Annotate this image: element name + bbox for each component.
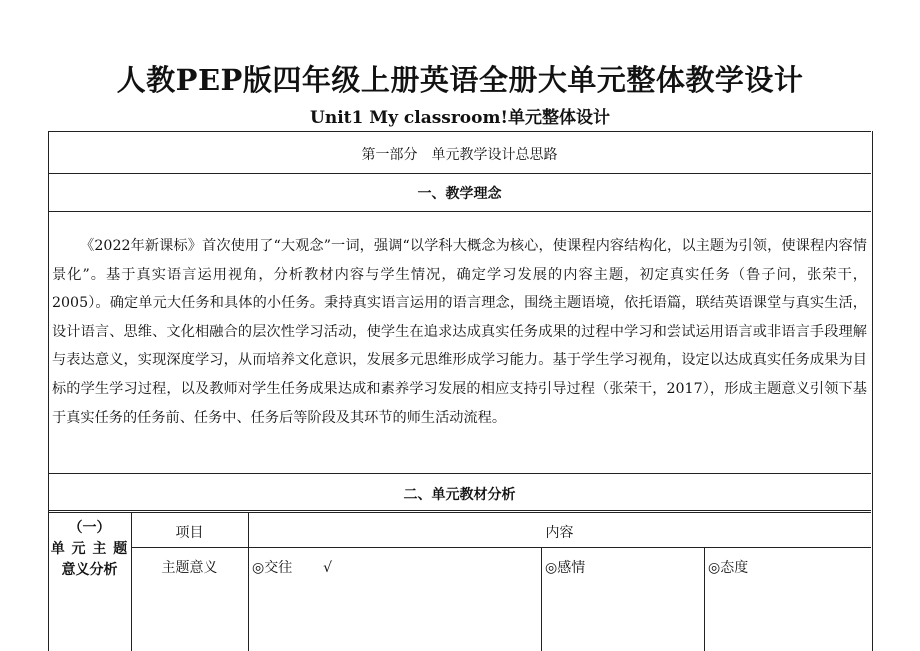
part-one-heading: 第一部分 单元教学设计总思路 [361, 147, 558, 163]
option-label: ◎态度 [708, 560, 749, 576]
side-label-line: 单 元 主 题 [50, 541, 129, 557]
theme-analysis-label [48, 518, 131, 581]
option-label: ◎感情 [545, 560, 586, 576]
table-top-border [48, 131, 871, 132]
section-two-heading: 二、单元教材分析 [403, 487, 516, 503]
option-interaction [252, 557, 332, 577]
side-label-line: 意义分析 [61, 562, 118, 578]
option-attitude [708, 557, 748, 577]
row-label-theme-meaning: 主题意义 [161, 560, 218, 576]
section-one-heading: 一、教学理念 [417, 186, 502, 202]
check-mark: √ [323, 560, 333, 576]
column-divider [704, 548, 705, 651]
table-divider [131, 547, 871, 548]
table-divider [48, 173, 871, 174]
paragraph-text: 《2022年新课标》首次使用了“大观念”一词，强调“以学科大概念为核心，使课程内容结构化，以主题为引领，使课程内容情景化”。基于真实语言运用视角，分析教材内容与学生情况，确定学习发展的内容主题，初定真实任务（鲁子问，张荣干，2005）。确定单元大任务和具体的小任务。秉持真实语言运用的语言理念，围绕主题语境，依托语篇，联结英语课堂与真实生活，设计语言、思维、文化相融合的层次性学习活动，使学生在追求达成真实任务成果的过程中学习和尝试运用语言或非语言手段理解与表达意义，实现深度学习，从而培养文化意识，发展多元思维形成学习能力。基于学生学习视角，设定以达成真实任务成果为目标的学生学习过程，以及教师对学生任务成果达成和素养学习发展的相应支持引导过程（张荣干，2017），形成主题意义引领下基于真实任务的任务前、任务中、任务后等阶段及其环节的师生活动流程。 [52, 238, 867, 426]
table-divider [48, 473, 871, 474]
teaching-philosophy-paragraph [52, 232, 867, 432]
table-divider [48, 510, 871, 513]
table-divider [48, 211, 871, 212]
option-emotion [545, 557, 585, 577]
document-title: 人教PEP版四年级上册英语全册大单元整体教学设计 [116, 63, 804, 97]
document-subtitle: Unit1 My classroom!单元整体设计 [310, 108, 610, 128]
option-label: ◎交往 [252, 560, 293, 576]
column-header-content: 内容 [545, 525, 574, 541]
side-label-line: （一） [68, 520, 111, 536]
column-header-item: 项目 [175, 525, 204, 541]
column-divider [541, 548, 542, 651]
